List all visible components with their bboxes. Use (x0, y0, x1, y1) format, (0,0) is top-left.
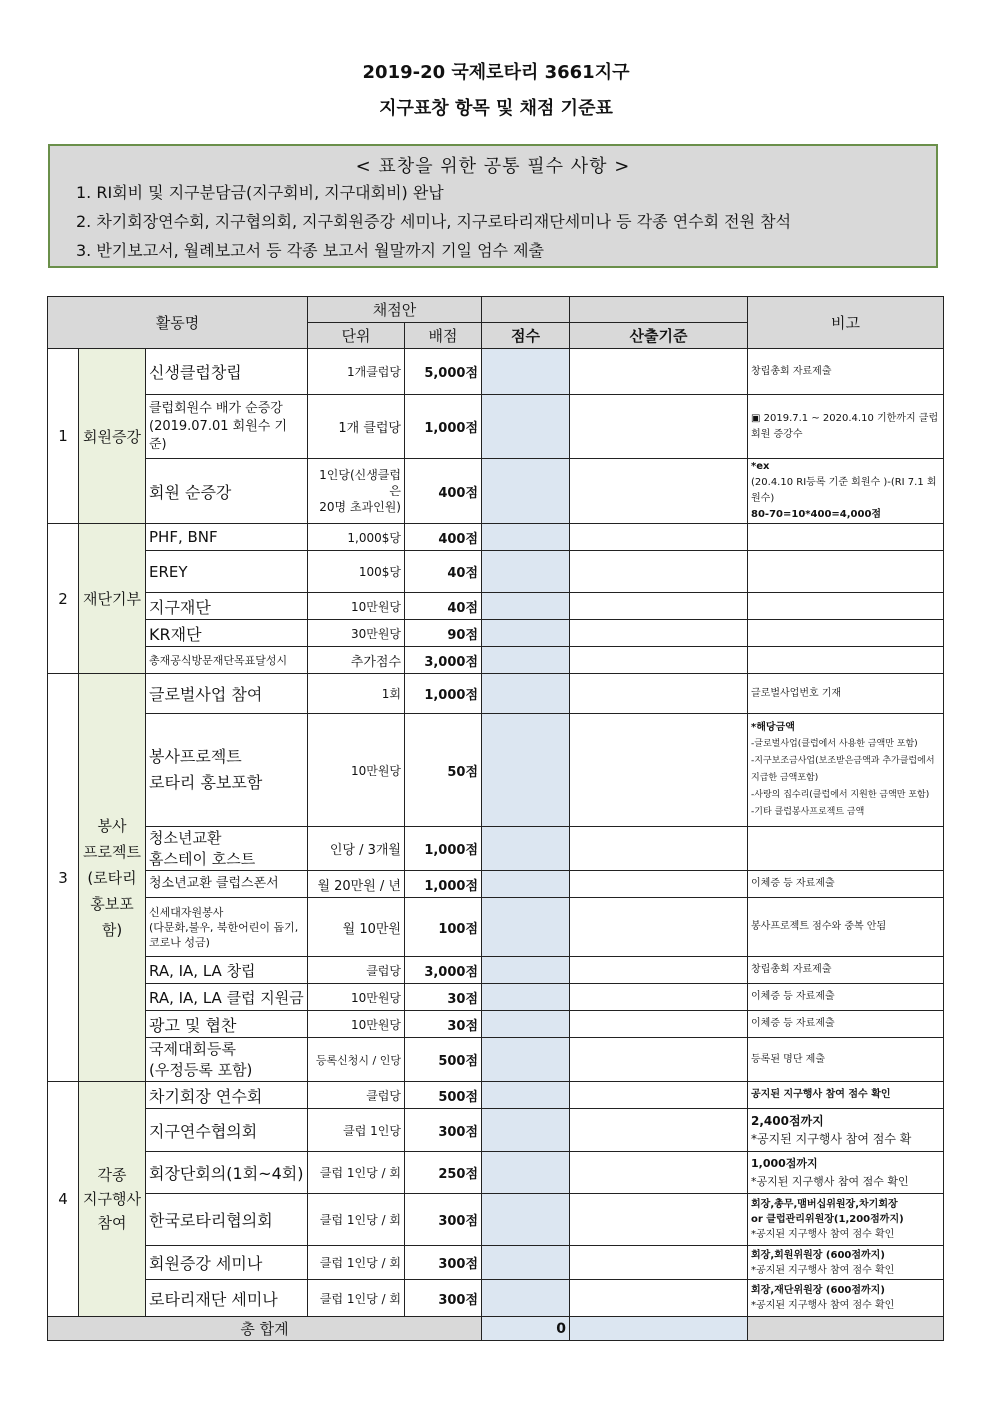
remarks-cell: 이체증 등 자료제출 (748, 1011, 944, 1038)
activity-name: 국제대회등록 (우정등록 포함) (146, 1038, 308, 1082)
unit-cell: 10만원당 (308, 1011, 405, 1038)
basis-cell[interactable] (570, 524, 748, 551)
score-cell[interactable] (482, 593, 570, 620)
total-remarks (748, 1317, 944, 1341)
scoring-table (47, 296, 944, 1341)
remarks-line: 80-70=10*400=4,000점 (751, 509, 882, 520)
remarks-line: *ex (751, 461, 770, 472)
total-score: 0 (482, 1317, 570, 1341)
score-cell[interactable] (482, 349, 570, 395)
remarks-cell: 이체증 등 자료제출 (748, 871, 944, 898)
requirements-heading: < 표창을 위한 공통 필수 사항 > (355, 156, 631, 177)
remarks-cell: 글로벌사업번호 기재 (748, 674, 944, 714)
table-row (48, 984, 944, 1011)
score-cell[interactable] (482, 714, 570, 827)
requirement-item: 3. 반기보고서, 월례보고서 등 각종 보고서 월말까지 기일 엄수 제출 (76, 241, 544, 260)
unit-cell: 클럽 1인당 / 회 (308, 1152, 405, 1194)
unit-cell: 추가점수 (308, 647, 405, 674)
remarks-cell (748, 647, 944, 674)
score-cell[interactable] (482, 1082, 570, 1109)
activity-name: 차기회장 연수회 (146, 1082, 308, 1109)
remarks-line: *공지된 지구행사 참여 점수 확인 (751, 1229, 895, 1240)
unit-cell: 클럽 1인당 / 회 (308, 1280, 405, 1317)
remarks-cell: 공지된 지구행사 참여 점수 확인 (748, 1082, 944, 1109)
score-cell[interactable] (482, 827, 570, 871)
points-cell: 250점 (405, 1152, 482, 1194)
activity-name: 신세대자원봉사 (다문화,불우, 북한어린이 돕기, 코로나 성금) (146, 898, 308, 957)
header-unit: 단위 (308, 323, 405, 349)
points-cell: 40점 (405, 551, 482, 593)
unit-cell: 클럽 1인당 / 회 (308, 1246, 405, 1280)
activity-name: 신생클럽창립 (146, 349, 308, 395)
total-label: 총 합계 (48, 1317, 482, 1341)
remarks-cell: 등록된 명단 제출 (748, 1038, 944, 1082)
basis-cell[interactable] (570, 714, 748, 827)
score-cell[interactable] (482, 957, 570, 984)
unit-cell: 등록신청시 / 인당 (308, 1038, 405, 1082)
remarks-line: 회장,재단위원장 (600점까지) (751, 1285, 885, 1296)
activity-name: 봉사프로젝트 로타리 홍보포함 (146, 714, 308, 827)
basis-cell[interactable] (570, 1082, 748, 1109)
points-cell: 300점 (405, 1280, 482, 1317)
category-name: 각종 지구행사 참여 (79, 1082, 146, 1317)
activity-name: 지구연수협의회 (146, 1109, 308, 1152)
header-remarks: 비고 (748, 297, 944, 349)
points-cell: 500점 (405, 1038, 482, 1082)
basis-cell[interactable] (570, 984, 748, 1011)
score-cell[interactable] (482, 1280, 570, 1317)
basis-cell[interactable] (570, 1246, 748, 1280)
total-basis (570, 1317, 748, 1341)
table-row (48, 395, 944, 459)
score-cell[interactable] (482, 395, 570, 459)
basis-cell[interactable] (570, 957, 748, 984)
points-cell: 90점 (405, 620, 482, 647)
remarks-cell: 창립총회 자료제출 (748, 349, 944, 395)
unit-cell: 10만원당 (308, 714, 405, 827)
table-row (48, 620, 944, 647)
remarks-cell (748, 827, 944, 871)
points-cell: 100점 (405, 898, 482, 957)
basis-cell[interactable] (570, 349, 748, 395)
activity-name: 회원 순증강 (146, 459, 308, 524)
remarks-line: *공지된 지구행사 참여 점수 확인 (751, 1300, 895, 1311)
basis-cell[interactable] (570, 1152, 748, 1194)
unit-cell: 클럽 1인당 / 회 (308, 1194, 405, 1246)
basis-cell[interactable] (570, 674, 748, 714)
basis-cell[interactable] (570, 1280, 748, 1317)
unit-cell: 1개 클럽당 (308, 395, 405, 459)
score-cell[interactable] (482, 1246, 570, 1280)
unit-cell: 클럽당 (308, 1082, 405, 1109)
activity-name: 회원증강 세미나 (146, 1246, 308, 1280)
table-row (48, 459, 944, 524)
header-basis: 산출기준 (570, 323, 748, 349)
points-cell: 300점 (405, 1109, 482, 1152)
document-title: 2019-20 국제로타리 3661지구 (362, 62, 630, 83)
table-row (48, 714, 944, 827)
header-plan: 채점안 (308, 297, 482, 323)
remarks-cell (748, 620, 944, 647)
remarks-cell (748, 524, 944, 551)
remarks-line: *해당금액 (751, 722, 795, 733)
points-cell: 300점 (405, 1194, 482, 1246)
activity-name: RA, IA, LA 창립 (146, 957, 308, 984)
basis-cell[interactable] (570, 551, 748, 593)
points-cell: 1,000점 (405, 871, 482, 898)
points-cell: 30점 (405, 1011, 482, 1038)
points-cell: 30점 (405, 984, 482, 1011)
table-row (48, 1246, 944, 1280)
points-cell: 400점 (405, 524, 482, 551)
score-cell[interactable] (482, 898, 570, 957)
score-cell[interactable] (482, 674, 570, 714)
unit-cell: 월 20만원 / 년 (308, 871, 405, 898)
table-row (48, 898, 944, 957)
basis-cell[interactable] (570, 459, 748, 524)
remarks-line: 1,000점까지 (751, 1156, 818, 1170)
unit-cell: 1인당(신생클럽은 20명 초과인원) (308, 459, 405, 524)
category-number: 1 (48, 349, 79, 524)
basis-cell[interactable] (570, 1038, 748, 1082)
points-cell: 50점 (405, 714, 482, 827)
remarks-cell: 봉사프로젝트 점수와 중복 안됨 (748, 898, 944, 957)
score-cell[interactable] (482, 459, 570, 524)
activity-name: 청소년교환 홈스테이 호스트 (146, 827, 308, 871)
activity-name: RA, IA, LA 클럽 지원금 (146, 984, 308, 1011)
document-subtitle: 지구표창 항목 및 채점 기준표 (379, 98, 613, 119)
table-row (48, 1011, 944, 1038)
basis-cell[interactable] (570, 395, 748, 459)
score-cell[interactable] (482, 1152, 570, 1194)
total-row (48, 1317, 944, 1341)
table-row (48, 1194, 944, 1246)
activity-name: 회장단회의(1회~4회) (146, 1152, 308, 1194)
score-cell[interactable] (482, 1011, 570, 1038)
table-row (48, 524, 944, 551)
unit-cell: 10만원당 (308, 984, 405, 1011)
activity-name: KR재단 (146, 620, 308, 647)
basis-cell[interactable] (570, 593, 748, 620)
unit-cell: 1개클럽당 (308, 349, 405, 395)
table-row (48, 827, 944, 871)
points-cell: 3,000점 (405, 647, 482, 674)
remarks-cell (748, 593, 944, 620)
score-cell[interactable] (482, 620, 570, 647)
remarks-line: *공지된 지구행사 참여 점수 확인 (751, 1264, 895, 1276)
category-name: 회원증강 (79, 349, 146, 524)
activity-name: EREY (146, 551, 308, 593)
points-cell: 500점 (405, 1082, 482, 1109)
unit-cell: 1,000$당 (308, 524, 405, 551)
remarks-cell: 창립총회 자료제출 (748, 957, 944, 984)
remarks-line: 회장,회원위원장 (600점까지) (751, 1249, 885, 1261)
category-number: 4 (48, 1082, 79, 1317)
table-row (48, 647, 944, 674)
table-row (48, 1109, 944, 1152)
table-row (48, 957, 944, 984)
points-cell: 5,000점 (405, 349, 482, 395)
remarks-line: 2,400점까지 (751, 1114, 824, 1128)
score-cell[interactable] (482, 1194, 570, 1246)
remarks-line: *공지된 지구행사 참여 점수 확인 (751, 1174, 909, 1188)
table-row (48, 551, 944, 593)
table-row (48, 871, 944, 898)
activity-name: 로타리재단 세미나 (146, 1280, 308, 1317)
basis-cell[interactable] (570, 898, 748, 957)
unit-cell: 월 10만원 (308, 898, 405, 957)
table-row (48, 674, 944, 714)
score-cell[interactable] (482, 524, 570, 551)
requirements-box (48, 144, 938, 268)
remarks-cell (748, 551, 944, 593)
unit-cell: 인당 / 3개월 (308, 827, 405, 871)
table-row (48, 593, 944, 620)
basis-cell[interactable] (570, 1011, 748, 1038)
table-row (48, 1152, 944, 1194)
remarks-line: -글로벌사업(클럽에서 사용한 금액만 포함) -지구보조금사업(보조받은금액과 추가클럽에서 지급한 금액포함) -사랑의 집수리(클럽에서 지원한 금액만 포함) -기타 클럽봉사프로젝트 금액 (751, 739, 935, 817)
basis-cell[interactable] (570, 871, 748, 898)
header-allot: 배점 (405, 323, 482, 349)
table-row (48, 349, 944, 395)
unit-cell: 클럽 1인당 (308, 1109, 405, 1152)
basis-cell[interactable] (570, 1194, 748, 1246)
basis-cell[interactable] (570, 620, 748, 647)
points-cell: 400점 (405, 459, 482, 524)
remarks-cell: 이체증 등 자료제출 (748, 984, 944, 1011)
points-cell: 3,000점 (405, 957, 482, 984)
points-cell: 1,000점 (405, 674, 482, 714)
activity-name: 한국로타리협의회 (146, 1194, 308, 1246)
activity-name: 지구재단 (146, 593, 308, 620)
score-cell[interactable] (482, 551, 570, 593)
unit-cell: 10만원당 (308, 593, 405, 620)
table-row (48, 1280, 944, 1317)
score-cell[interactable] (482, 1038, 570, 1082)
activity-name: 글로벌사업 참여 (146, 674, 308, 714)
category-number: 3 (48, 674, 79, 1082)
score-cell[interactable] (482, 1109, 570, 1152)
basis-cell[interactable] (570, 1109, 748, 1152)
requirement-item: 2. 차기회장연수회, 지구협의회, 지구회원증강 세미나, 지구로타리재단세미나 등 각종 연수회 전원 참석 (76, 212, 792, 231)
header-activity: 활동명 (48, 297, 308, 349)
remarks-cell: ▣ 2019.7.1 ~ 2020.4.10 기한까지 클럽 회원 증강수 (748, 395, 944, 459)
remarks-line: 회장,총무,맴버십위원장,차기회장 or 클럽관리위원장(1,200점까지) (751, 1199, 904, 1225)
remarks-line: *공지된 지구행사 참여 점수 확 (751, 1132, 912, 1146)
score-cell[interactable] (482, 984, 570, 1011)
category-name: 재단기부 (79, 524, 146, 674)
basis-cell[interactable] (570, 827, 748, 871)
score-cell[interactable] (482, 647, 570, 674)
unit-cell: 1회 (308, 674, 405, 714)
table-row (48, 1038, 944, 1082)
table-row (48, 1082, 944, 1109)
activity-name: 총재공식방문재단목표달성시 (146, 647, 308, 674)
requirement-item: 1. RI회비 및 지구분담금(지구회비, 지구대회비) 완납 (76, 183, 444, 202)
unit-cell: 클럽당 (308, 957, 405, 984)
category-number: 2 (48, 524, 79, 674)
points-cell: 300점 (405, 1246, 482, 1280)
points-cell: 1,000점 (405, 827, 482, 871)
basis-cell[interactable] (570, 647, 748, 674)
activity-name: 클럽회원수 배가 순증강 (2019.07.01 회원수 기준) (146, 395, 308, 459)
score-cell[interactable] (482, 871, 570, 898)
activity-name: 광고 및 협찬 (146, 1011, 308, 1038)
remarks-line: (20.4.10 RI등록 기준 회원수 )-(RI 7.1 회원수) (751, 477, 937, 504)
unit-cell: 30만원당 (308, 620, 405, 647)
category-name: 봉사 프로젝트 (로타리 홍보포 함) (79, 674, 146, 1082)
points-cell: 1,000점 (405, 395, 482, 459)
points-cell: 40점 (405, 593, 482, 620)
activity-name: 청소년교환 클럽스폰서 (146, 871, 308, 898)
unit-cell: 100$당 (308, 551, 405, 593)
header-score: 점수 (482, 323, 570, 349)
activity-name: PHF, BNF (146, 524, 308, 551)
